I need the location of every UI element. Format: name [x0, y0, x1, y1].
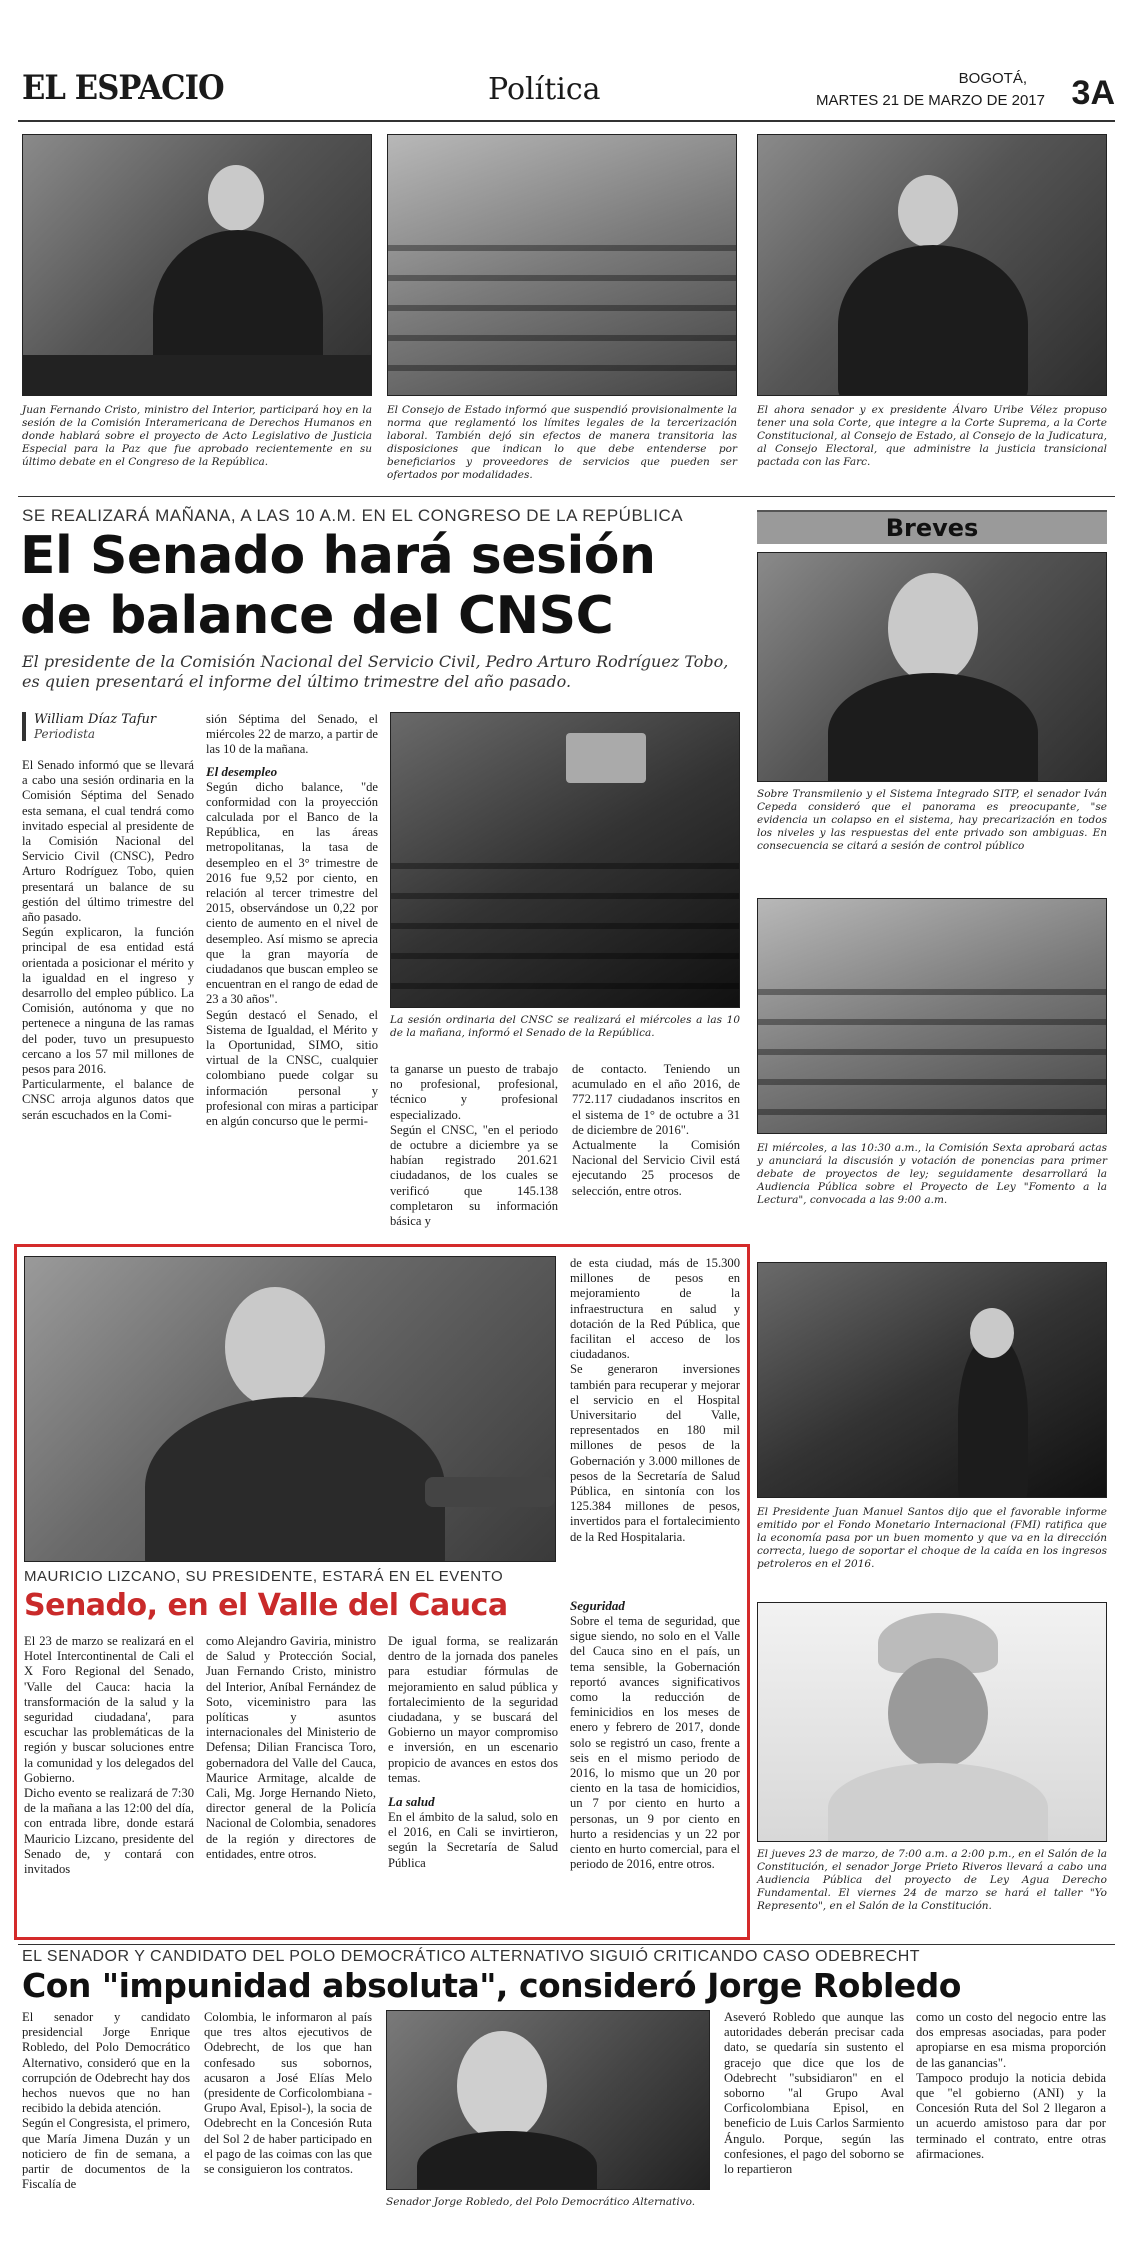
- section-rule: [18, 496, 1115, 497]
- main-kicker: SE REALIZARÁ MAÑANA, A LAS 10 A.M. EN EL CONGRESO DE LA REPÚBLICA: [22, 506, 684, 525]
- valle-right-bottom: Sobre el tema de seguridad, que sigue siendo, no solo en el Valle del Cauca sino en el país, un tema sensible, la Gobernación reportó avances significativos como la reducción de feminicidios en los meses de enero y febrero de 2017, donde solo se registró un caso, frente a seis en el mismo periodo de 2016, lo mismo que un 20 por ciento en la tasa de homicidios, un 7 por ciento en hurto a personas, un 9 por ciento en hurto a residencias y un 22 por ciento en hurto comercial, para el periodo de 2016, entre otros.: [570, 1614, 740, 1872]
- main-col2-body: Según dicho balance, "de conformidad con la proyección calculada por el Banco de la República, en las áreas metropolitanas, la tasa de desempleo en el 3° trimestre de 2016 fue 9,52 por ciento, en relación al tercer trimestre del 2015, observándose un 0,22 por ciento de aumento en el nivel de desempleo. Así mismo se aprecia que la gran mayoría de ciudadanos que buscan empleo se encuentran en el rango de edad de 23 a 30 años". Según destacó el Senado, el Sistema de Igualdad, el Mérito y la Oportunidad, SIMO, sitio virtual de la CNSC, cualquier colombiano puede colgar su información personal y profesional con miras a participar en algún concurso que le permi-: [206, 779, 378, 1129]
- main-col2-intro: sión Séptima del Senado, el miércoles 22 de marzo, a partir de las 10 de la mañana.: [206, 712, 378, 757]
- main-headline-line2: de balance del CNSC: [20, 586, 614, 646]
- caption-consejo-estado: El Consejo de Estado informó que suspendió provisionalmente la norma que reglamentó los límites legales de la tercerización laboral. También dejó sin efectos de manera transitoria las disposiciones que indican lo que debe entenderse por beneficiarios y proveedores de servicios que pueden ser ofertados por modalidades.: [387, 404, 737, 481]
- caption-cristo: Juan Fernando Cristo, ministro del Interior, participará hoy en la sesión de la Comisión Interamericana de Derechos Humanos en donde hablará sobre el proyecto de Acto Legislativo de Justicia Especial para la Paz que fue aprobado recientemente en su último debate en el Congreso de la República.: [22, 404, 372, 468]
- photo-lizcano: [24, 1256, 556, 1562]
- photo-robledo: [386, 2010, 710, 2190]
- photo-cepeda: [757, 552, 1107, 782]
- main-col4: de contacto. Teniendo un acumulado en el año 2016, de 772.117 ciudadanos inscritos en el sistema de 1° de octubre a 31 de diciembre de 2016". Actualmente la Comisión Nacional del Servicio Civil está ejecutando 25 procesos de selección, entre otros.: [572, 1062, 740, 1198]
- dateline-city: BOGOTÁ,: [958, 70, 1027, 87]
- valle-col3-body: En el ámbito de la salud, solo en el 2016, en Cali se invirtieron, según la Secretaría de Salud Pública: [388, 1810, 558, 1870]
- section-title: Política: [488, 72, 601, 107]
- robledo-col3: Aseveró Robledo que aunque las autoridades deberán precisar cada dato, se quedaría sin sustento el gracejo que dice que los de Odebrecht "subsidiaron" en el soborno "al Grupo Aval Corficolombiana Episol, en beneficio de Luis Carlos Sarmiento Ángulo. Porque, según las confesiones, el pago del soborno se lo repartieron: [724, 2010, 904, 2177]
- valle-right-top: de esta ciudad, más de 15.300 millones de pesos en mejoramiento de la infraestructura en salud y dotación de la Red Pública, que facilitan el acceso de los ciudadanos. Se generaron inversiones también para recuperar y mejorar el servicio en el Hospital Universitario del Valle, representados en 180 mil millones de pesos de la Gobernación y 3.000 millones de pesos de la Secretaría de Salud Pública, en sintonía con los 125.384 millones de pesos, invertidos para el fortalecimiento de la Red Hospitalaria.: [570, 1256, 740, 1544]
- masthead-rule: [18, 120, 1115, 122]
- main-subhead-desempleo: El desempleo: [206, 763, 278, 779]
- caption-comision-sexta: El miércoles, a las 10:30 a.m., la Comisión Sexta aprobará actas y anunciará la discusión y votación de ponencias para primer debate de proyectos de ley; seguidamente desarrollará la Audiencia Pública sobre el Proyecto de Ley "Fomento a la Lectura", convocada a las 9:00 a.m.: [757, 1142, 1107, 1206]
- valle-col1: El 23 de marzo se realizará en el Hotel Intercontinental de Cali el X Foro Regional del Senado, 'Valle del Cauca: hacia la transformación de la salud y la seguridad ciudadana', para escuchar las problemáticas de la región y buscar soluciones entre la comunidad y los delegados del Gobierno. Dicho evento se realizará de 7:30 de la mañana a las 12:00 del día, con entrada libre, donde estará Mauricio Lizcano, presidente del Senado de, y contará con invitados: [24, 1634, 194, 1877]
- photo-comision-sexta: [757, 898, 1107, 1134]
- photo-consejo-estado: [387, 134, 737, 396]
- valle-col3: [388, 1634, 558, 1934]
- robledo-col1: El senador y candidato presidencial Jorge Enrique Robledo, del Polo Democrático Alternativo, consideró que en la corrupción de Odebrecht hay dos hechos nuevos que no han recibido la debida atención. Según el Congresista, el primero, que María Jimena Duzán y un noticiero de fin de semana, a partir de documentos de la Fiscalía de: [22, 2010, 190, 2192]
- masthead: [18, 62, 1115, 122]
- robledo-rule: [18, 1944, 1115, 1945]
- robledo-kicker: EL SENADOR Y CANDIDATO DEL POLO DEMOCRÁTICO ALTERNATIVO SIGUIÓ CRITICANDO CASO ODEBRECHT: [22, 1948, 921, 1965]
- photo-cristo: [22, 134, 372, 396]
- valle-col3-intro: De igual forma, se realizarán dentro de la jornada dos paneles para estudiar fórmulas de mejoramiento en salud pública y fortalecimiento de la seguridad ciudadana, y se buscará del Gobierno un mayor compromiso e inversión, en un escenario propicio de avances en estos dos temas.: [388, 1634, 558, 1785]
- byline-author: William Díaz Tafur: [34, 712, 157, 727]
- caption-cepeda: Sobre Transmilenio y el Sistema Integrado SITP, el senador Iván Cepeda consideró que el panorama es preocupante, "se evidencia un colapso en el sistema, hay precarización en todos los niveles y las respuestas del ente privado son ambiguas. En consecuencia se citará a sesión de control público: [757, 788, 1107, 852]
- dateline-date: MARTES 21 DE MARZO DE 2017: [816, 92, 1045, 109]
- main-col1: El Senado informó que se llevará a cabo una sesión ordinaria en la Comisión Séptima del Senado esta semana, el cual tendrá como invitado especial al presidente de la Comisión Nacional del Servicio Civil (CNSC), Pedro Arturo Rodríguez Tobo, quien presentará un balance de su gestión del último trimestre del año pasado. Según explicaron, la función principal de esa entidad está orientada a posicionar el mérito y la igualdad en el ingreso y desarrollo del empleo público. La Comisión, autónoma y que no pertenece a ninguna de las ramas del poder, tuvo un presupuesto cercano a los 57 mil millones de pesos para 2016. Particularmente, el balance de CNSC arroja algunos datos que serán escuchados en la Comi-: [22, 758, 194, 1122]
- newspaper-logo: EL ESPACIO: [22, 68, 224, 108]
- robledo-col4: como un costo del negocio entre las dos empresas asociadas, para poder apropiarse en esa misma proporción de las ganancias". Tampoco produjo la noticia debida que "el gobierno (ANI) y la Concesión Ruta del Sol 2 llegaron a un acuerdo amistoso para dar por terminado el contrato, entre otras afirmaciones.: [916, 2010, 1106, 2161]
- valle-subhead-seguridad: Seguridad: [570, 1598, 625, 1613]
- byline-role: Periodista: [34, 727, 96, 741]
- photo-santos: [757, 1262, 1107, 1498]
- breves-header: [757, 510, 1107, 544]
- valle-col2: como Alejandro Gaviria, ministro de Salud y Protección Social, Juan Fernando Cristo, ministro del Interior, Aníbal Fernández de Soto, viceministro para las políticas y asuntos internacionales del Ministerio de Defensa; Dilian Francisca Toro, gobernadora del Valle del Cauca, Maurice Armitage, alcalde de Cali, Mg. Jorge Hernando Nieto, director general de la Policía Nacional de Colombia, senadores de la región y directores de entidades, entre otros.: [206, 1634, 376, 1861]
- valle-headline: Senado, en el Valle del Cauca: [24, 1588, 508, 1623]
- valle-kicker: MAURICIO LIZCANO, SU PRESIDENTE, ESTARÁ EN EL EVENTO: [24, 1568, 504, 1585]
- caption-uribe: El ahora senador y ex presidente Álvaro Uribe Vélez propuso tener una sola Corte, que integre a la Corte Suprema, a la Corte Constitucional, al Consejo de Estado, al Consejo de la Judicatura, al Consejo Electoral, que administre la justicia transicional pactada con las Farc.: [757, 404, 1107, 468]
- main-headline-line1: El Senado hará sesión: [20, 526, 656, 586]
- photo-prieto: [757, 1602, 1107, 1842]
- valle-subhead-salud: La salud: [388, 1794, 435, 1810]
- caption-santos: El Presidente Juan Manuel Santos dijo que el favorable informe emitido por el Fondo Monetario Internacional (FMI) ratifica que la economía pasa por un buen momento y que va en la dirección correcta, luego de soportar el choque de la caída en los ingresos petroleros en el 2016.: [757, 1506, 1107, 1570]
- robledo-col2: Colombia, le informaron al país que tres altos ejecutivos de Odebrecht, de los que han confesado sus sobornos, acusaron a José Elías Melo (presidente de Corficolombiana -Grupo Aval, Episol-), la socia de Odebrecht en la Concesión Ruta del Sol 2 de haber participado en el pago de las coimas con las que se consiguieron los contratos.: [204, 2010, 372, 2177]
- photo-cnsc-session: [390, 712, 740, 1008]
- photo-uribe: [757, 134, 1107, 396]
- page-number: 3A: [1071, 74, 1115, 112]
- byline: [22, 712, 192, 741]
- caption-robledo: Senador Jorge Robledo, del Polo Democrático Alternativo.: [386, 2196, 696, 2208]
- breves-title: Breves: [885, 514, 979, 542]
- main-dek: El presidente de la Comisión Nacional del Servicio Civil, Pedro Arturo Rodríguez Tobo, es quien presentará el informe del último trimestre del año pasado.: [22, 652, 729, 691]
- caption-cnsc-session: La sesión ordinaria del CNSC se realizará el miércoles a las 10 de la mañana, informó el Senado de la República.: [390, 1014, 740, 1039]
- main-col3: ta ganarse un puesto de trabajo no profesional, profesional, técnico y profesional especializado. Según el CNSC, "en el periodo de octubre a diciembre ya se habían registrado 201.621 ciudadanos, de los cuales se verificó que 145.138 completaron su información básica y: [390, 1062, 558, 1229]
- main-col2: [206, 712, 378, 1236]
- robledo-headline: Con "impunidad absoluta", consideró Jorge Robledo: [22, 1966, 961, 2005]
- caption-prieto: El jueves 23 de marzo, de 7:00 a.m. a 2:00 p.m., en el Salón de la Constitución, el senador Jorge Prieto Riveros llevará a cabo una Audiencia Pública del proyecto de Ley Agua Derecho Fundamental. El viernes 24 de marzo se hará el taller "Yo Represento", en el Salón de la Constitución.: [757, 1848, 1107, 1912]
